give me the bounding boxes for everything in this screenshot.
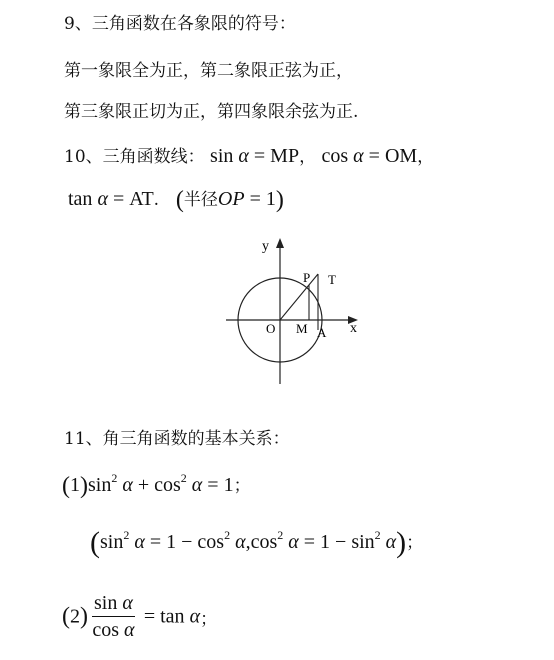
cos-om-equation: cos α = OM [321,145,418,167]
identity-1-pythagorean: $(1)\sin^2$ $\alpha + \cos^2 \alpha = 1$； [62,471,251,499]
section-9-title: 9、三角函数在各象限的符号： [64,14,296,34]
point-m-label: M [296,321,308,336]
identity-1-variants: ($\sin^2$ $\alpha = 1 - \cos^2 \alpha,\cos^2$ $\alpha = 1 - \sin^2 \alpha$)； [90,526,424,559]
section-11-title: 11、角三角函数的基本关系： [64,429,290,449]
section-10-title: 10、三角函数线： [64,147,205,167]
radius-note: (半径OP = 1) [175,187,284,213]
trig-line-diagram [224,234,370,384]
origin-label: O [266,321,276,336]
sin-mp-equation: sin α = MP [210,145,300,167]
x-axis-label: x [350,321,357,336]
section-10-line-2: tan α = AT. (半径OP = 1) [68,187,284,213]
section-10-line-1: 10、三角函数线： sin α = MP， cos α = OM， [64,145,435,167]
point-p-label: P [303,270,311,285]
radius-line-op [280,274,318,320]
point-a-label: A [317,325,327,340]
section-9-line-2: 第三象限正切为正，第四象限余弦为正. [64,102,359,122]
section-9-line-1: 第一象限全为正，第二象限正弦为正， [64,61,353,81]
tan-at-equation: tan α = AT [68,188,154,210]
y-axis-label: y [262,239,269,254]
identity-2-quotient: (2) $\frac{\text{sin α}}{\text{cos α}}$ = tan α； [62,592,218,641]
y-axis-arrow [276,238,284,248]
sin-over-cos-fraction: $\frac{\text{sin α}}{\text{cos α}}$ [92,592,135,641]
point-t-label: T [328,272,336,287]
